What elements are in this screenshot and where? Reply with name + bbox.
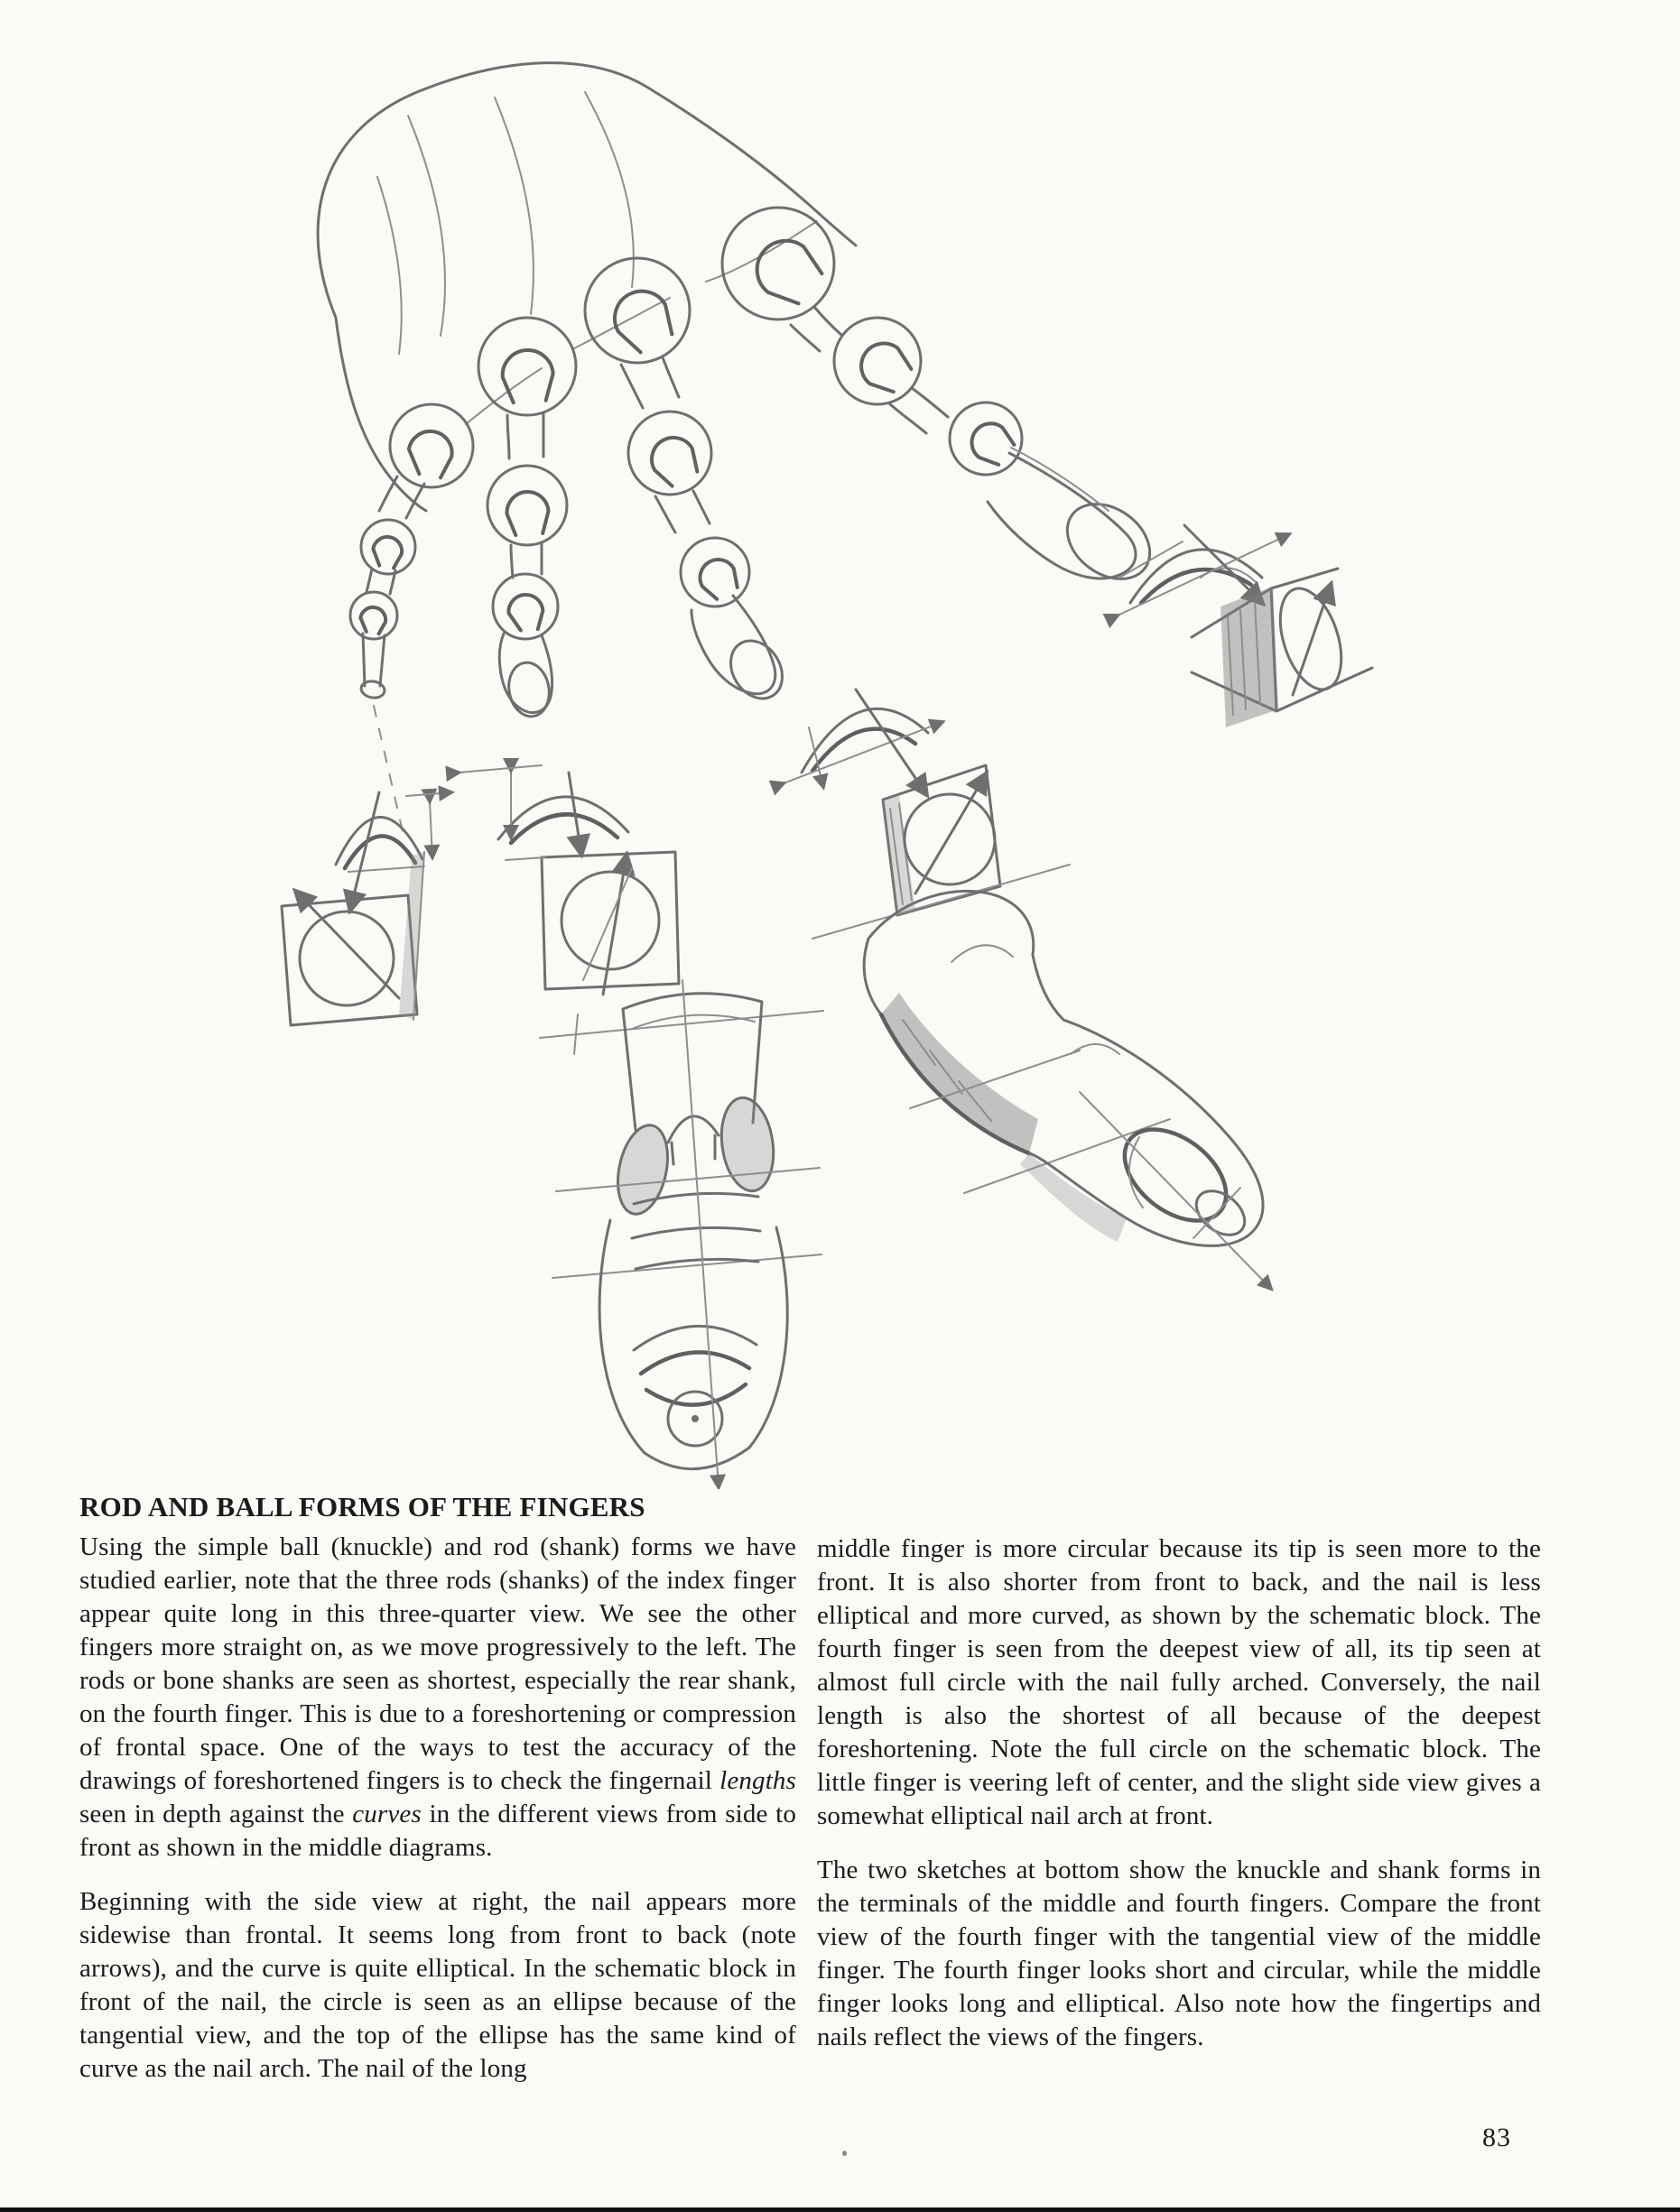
left-paragraph-1: Using the simple ball (knuckle) and rod (shank) forms we have studied earlier, note that the three rods (shanks) of the index finger appear quite long in this three-quarter view. We see the other fingers more straight on, as we move progressively to the left. The rods or bone shanks are seen as shortest, especially the rear shank, on the fourth finger. This is due to a foreshortening or compression of frontal space. One of the ways to test the accuracy of the drawings of foreshortened fingers is to check the fingernail lengths seen in depth against the curves in the different views from side to front as shown in the middle diagrams. — [79, 1532, 796, 1862]
page-number: 83 — [1482, 2123, 1511, 2152]
schematic-index-finger — [1118, 525, 1372, 727]
index-finger-rod-ball — [722, 208, 1165, 595]
hand-back — [318, 63, 856, 511]
study-fourth-finger-front — [540, 980, 823, 1487]
right-paragraph-1: middle finger is more circular because its tip is seen more to the front. It is also shorter from front to back, and the nail is less elliptical and more curved, as shown by the schematic block. The fourth finger is seen from the deepest view of all, its tip seen at almost full circle with the nail fully arched. Conversely, the nail length is also the shortest of all because of the deepest foreshortening. Note the full circle on the schematic block. The little finger is veering left of center, and the slight side view gives a somewhat elliptical nail arch at front. — [817, 1534, 1541, 1830]
schematic-fourth-finger — [459, 765, 679, 995]
schematic-middle-finger — [784, 690, 1000, 915]
section-heading: ROD AND BALL FORMS OF THE FINGERS — [79, 1491, 645, 1522]
left-column — [79, 1489, 796, 2086]
study-middle-finger-tangential — [812, 865, 1271, 1289]
middle-finger-rod-ball — [585, 258, 793, 708]
schematic-little-finger — [282, 792, 451, 1025]
left-paragraph-2: Beginning with the side view at right, the nail appears more sidewise than frontal. It seems long from front to back (note arrows), and the curve is quite elliptical. In the schematic block in front of the nail, the circle is seen as an ellipse because of the tangential view, and the top of the ellipse has the same kind of curve as the nail arch. The nail of the long — [79, 1887, 796, 2083]
little-finger-rod-ball — [350, 404, 473, 839]
scan-edge-line — [0, 2207, 1680, 2212]
right-column — [817, 1489, 1541, 2054]
scan-speck — [842, 2151, 847, 2156]
right-paragraph-2: The two sketches at bottom show the knuckle and shank forms in the terminals of the middle and fourth fingers. Compare the front view of the fourth finger with the tangential view of the middle finger. The fourth finger looks short and circular, while the middle finger looks long and elliptical. Also note how the fingertips and nails reflect the views of the fingers. — [817, 1856, 1541, 2051]
